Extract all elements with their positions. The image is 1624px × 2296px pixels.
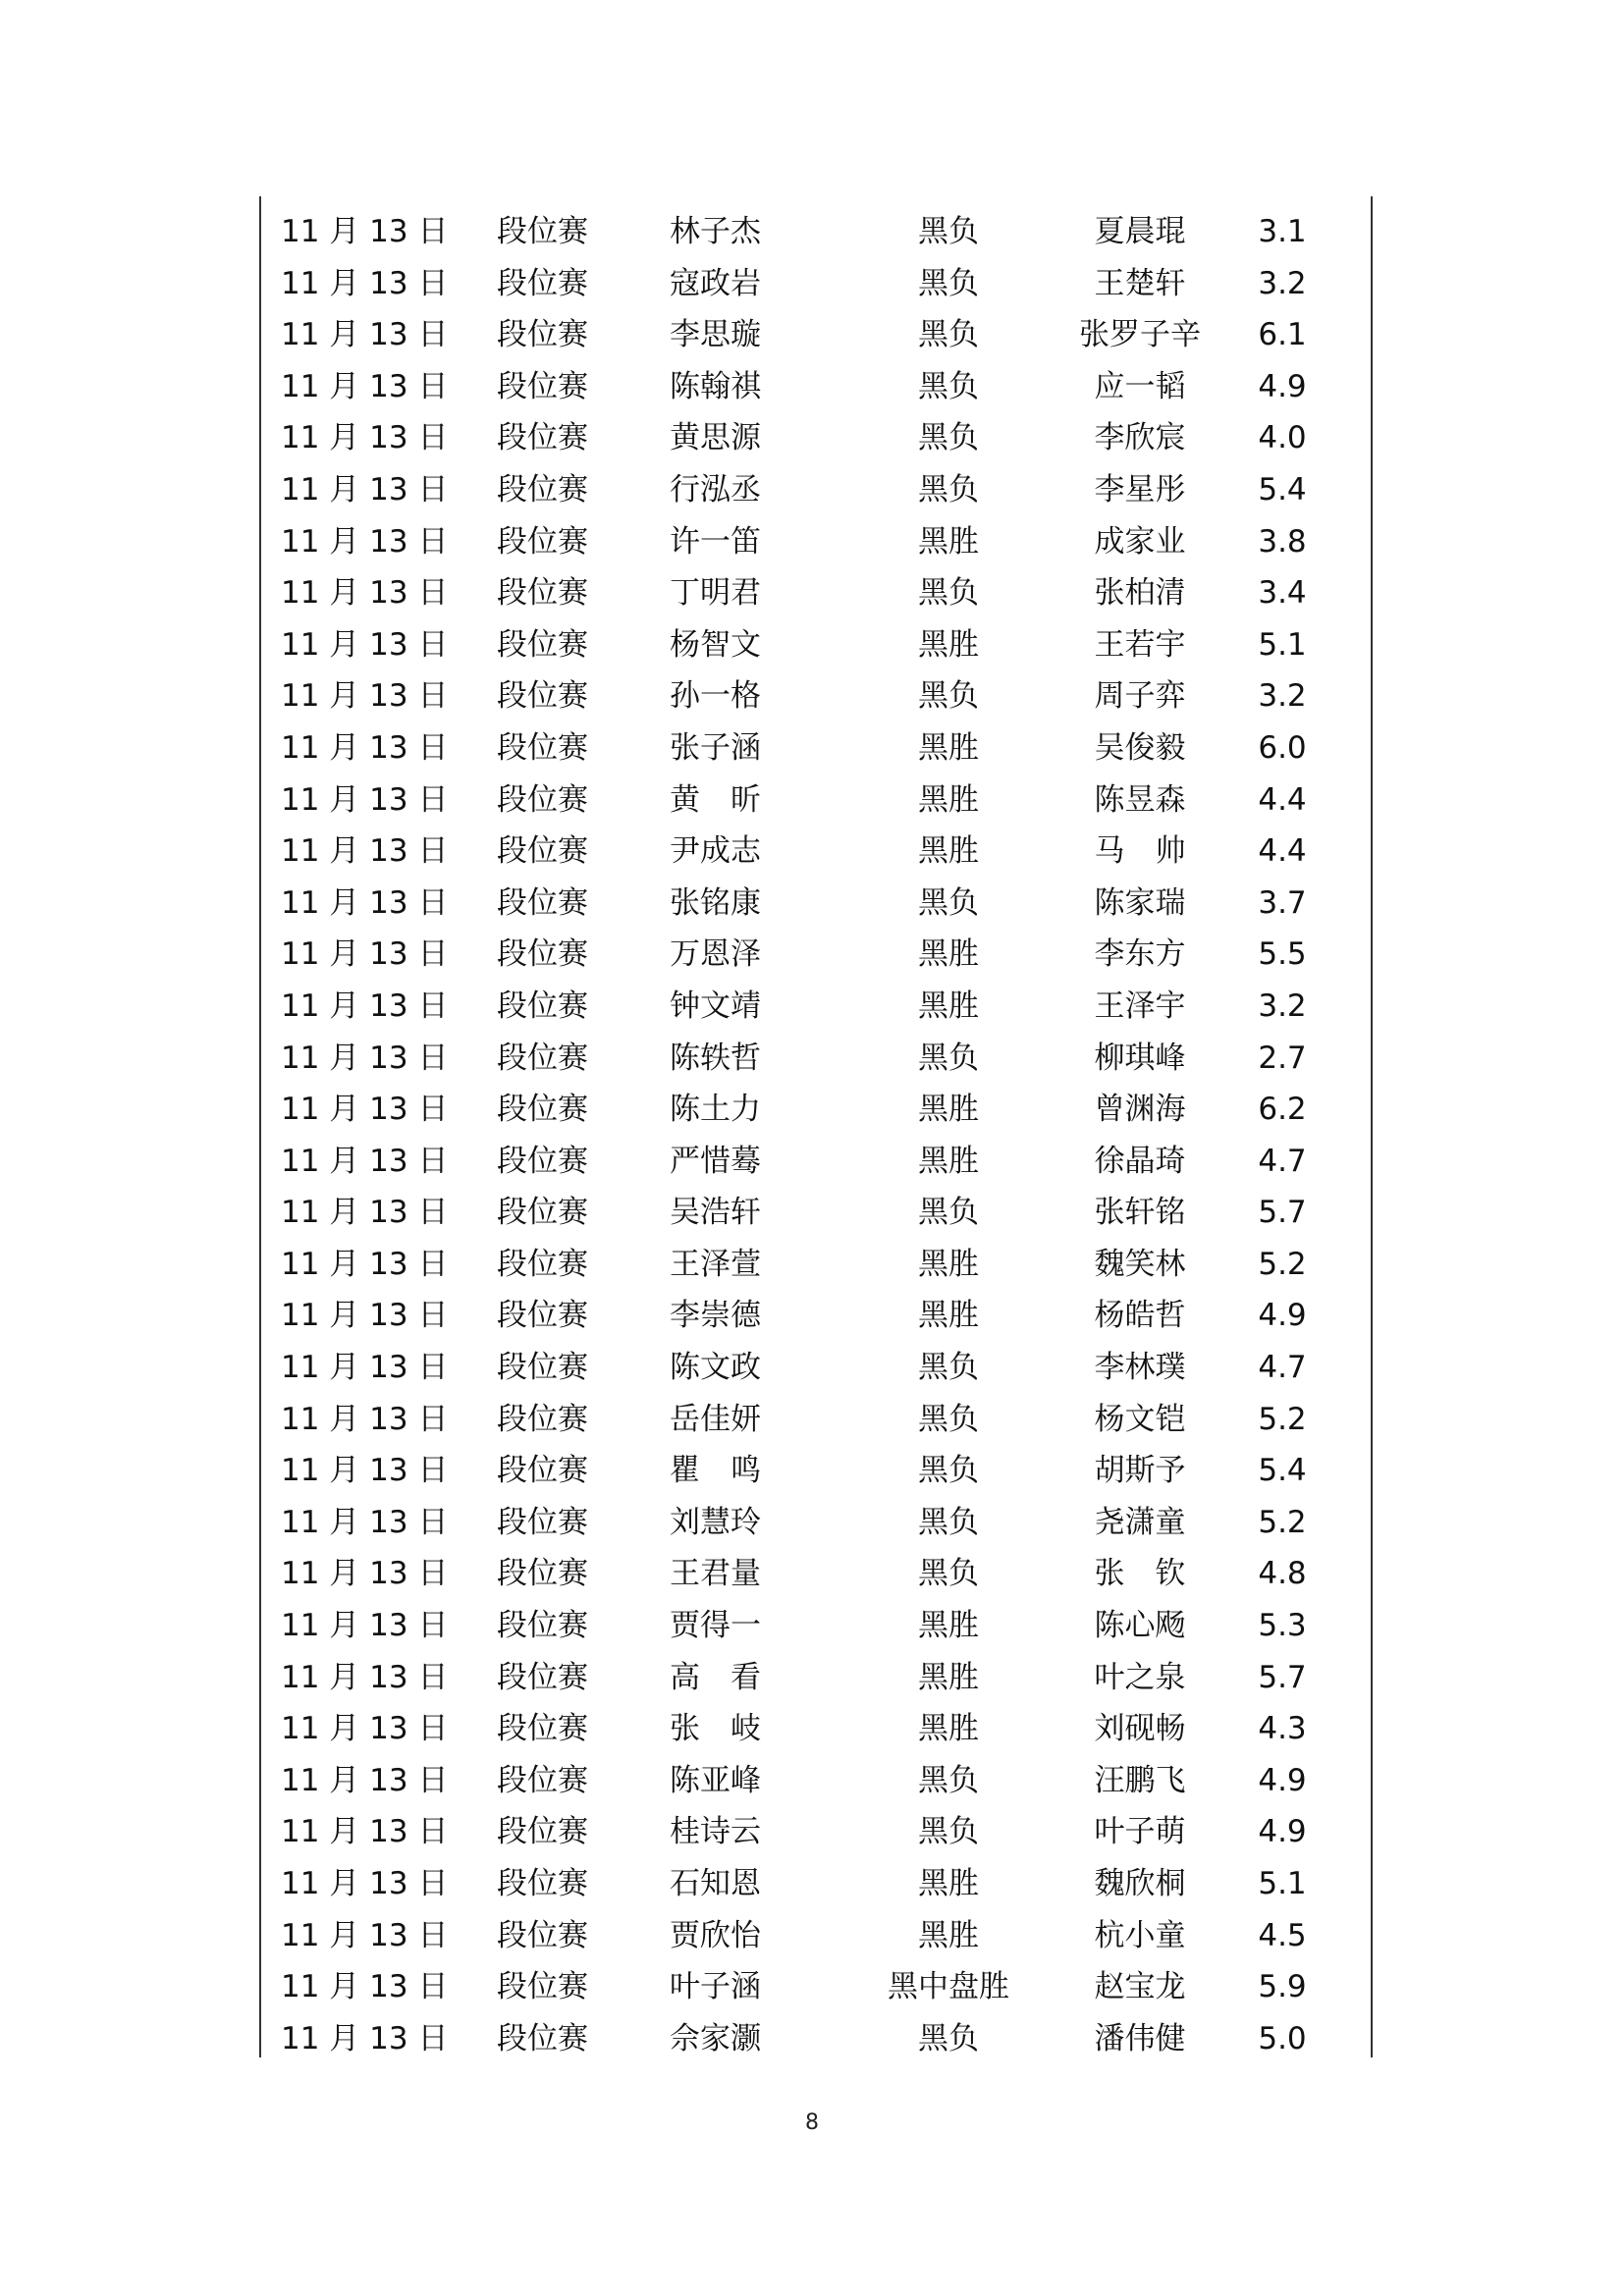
- cell-date: 11 月 13 日: [281, 265, 449, 301]
- cell-black-player: 吴浩轩: [670, 1195, 761, 1231]
- cell-result: 黑胜: [918, 1866, 979, 1901]
- cell-white-player: 张柏清: [1094, 575, 1186, 612]
- cell-black-player: 黄 昕: [670, 781, 761, 818]
- cell-date: 11 月 13 日: [281, 1504, 449, 1540]
- cell-score: 4.4: [1258, 781, 1307, 818]
- cell-white-player: 魏欣桐: [1094, 1866, 1186, 1901]
- cell-white-player: 杨皓哲: [1094, 1298, 1186, 1334]
- cell-date: 11 月 13 日: [281, 1350, 449, 1386]
- cell-match-type: 段位赛: [497, 626, 588, 663]
- cell-match-type: 段位赛: [497, 988, 588, 1024]
- cell-match-type: 段位赛: [497, 317, 588, 353]
- cell-match-type: 段位赛: [497, 575, 588, 612]
- cell-black-player: 李思璇: [670, 317, 761, 353]
- cell-match-type: 段位赛: [497, 1453, 588, 1489]
- cell-result: 黑胜: [918, 936, 979, 973]
- cell-black-player: 刘慧玲: [670, 1504, 761, 1540]
- cell-white-player: 李林璞: [1094, 1350, 1186, 1386]
- cell-result: 黑胜: [918, 988, 979, 1024]
- cell-white-player: 杭小童: [1094, 1917, 1186, 1953]
- cell-date: 11 月 13 日: [281, 1556, 449, 1592]
- cell-date: 11 月 13 日: [281, 678, 449, 715]
- cell-black-player: 丁明君: [670, 575, 761, 612]
- cell-date: 11 月 13 日: [281, 1711, 449, 1747]
- cell-score: 6.1: [1258, 317, 1307, 353]
- cell-date: 11 月 13 日: [281, 936, 449, 973]
- cell-score: 3.2: [1258, 678, 1307, 715]
- cell-date: 11 月 13 日: [281, 420, 449, 456]
- cell-white-player: 马 帅: [1094, 833, 1186, 870]
- cell-white-player: 柳琪峰: [1094, 1040, 1186, 1076]
- table-row: [261, 464, 1371, 516]
- cell-match-type: 段位赛: [497, 1969, 588, 2005]
- cell-match-type: 段位赛: [497, 420, 588, 456]
- table-row: [261, 1961, 1371, 2013]
- cell-result: 黑负: [918, 2020, 979, 2056]
- cell-match-type: 段位赛: [497, 1092, 588, 1128]
- cell-result: 黑负: [918, 1556, 979, 1592]
- table-row: [261, 878, 1371, 930]
- cell-white-player: 王楚轩: [1094, 265, 1186, 301]
- cell-match-type: 段位赛: [497, 1866, 588, 1901]
- cell-black-player: 李崇德: [670, 1298, 761, 1334]
- cell-result: 黑负: [918, 575, 979, 612]
- cell-black-player: 贾欣怡: [670, 1917, 761, 1953]
- cell-white-player: 胡斯予: [1094, 1453, 1186, 1489]
- cell-black-player: 林子杰: [670, 214, 761, 249]
- cell-white-player: 李欣宸: [1094, 420, 1186, 456]
- cell-result: 黑负: [918, 1504, 979, 1540]
- table-row: [261, 1755, 1371, 1807]
- cell-result: 黑负: [918, 214, 979, 249]
- results-table: [259, 196, 1373, 2057]
- cell-white-player: 魏笑林: [1094, 1246, 1186, 1282]
- cell-match-type: 段位赛: [497, 1298, 588, 1334]
- cell-black-player: 陈翰祺: [670, 368, 761, 404]
- cell-result: 黑中盘胜: [888, 1969, 1009, 2005]
- table-row: [261, 1394, 1371, 1446]
- cell-black-player: 陈文政: [670, 1350, 761, 1386]
- cell-match-type: 段位赛: [497, 884, 588, 921]
- cell-date: 11 月 13 日: [281, 1608, 449, 1644]
- cell-date: 11 月 13 日: [281, 1401, 449, 1437]
- cell-white-player: 徐晶琦: [1094, 1143, 1186, 1179]
- cell-score: 4.5: [1258, 1917, 1307, 1953]
- cell-white-player: 陈昱森: [1094, 781, 1186, 818]
- cell-result: 黑负: [918, 471, 979, 507]
- cell-score: 5.0: [1258, 2020, 1307, 2056]
- cell-result: 黑胜: [918, 523, 979, 560]
- cell-white-player: 赵宝龙: [1094, 1969, 1186, 2005]
- cell-score: 4.4: [1258, 833, 1307, 870]
- cell-match-type: 段位赛: [497, 1195, 588, 1231]
- cell-date: 11 月 13 日: [281, 471, 449, 507]
- table-row: [261, 1136, 1371, 1188]
- cell-date: 11 月 13 日: [281, 317, 449, 353]
- cell-score: 3.2: [1258, 265, 1307, 301]
- cell-white-player: 周子弈: [1094, 678, 1186, 715]
- cell-match-type: 段位赛: [497, 1143, 588, 1179]
- table-row: [261, 670, 1371, 722]
- cell-black-player: 王泽萱: [670, 1246, 761, 1282]
- cell-date: 11 月 13 日: [281, 368, 449, 404]
- cell-match-type: 段位赛: [497, 1246, 588, 1282]
- cell-white-player: 汪鹏飞: [1094, 1762, 1186, 1798]
- cell-black-player: 佘家灏: [670, 2020, 761, 2056]
- cell-white-player: 刘砚畅: [1094, 1711, 1186, 1747]
- cell-match-type: 段位赛: [497, 1504, 588, 1540]
- cell-black-player: 尹成志: [670, 833, 761, 870]
- table-row: [261, 1290, 1371, 1342]
- cell-date: 11 月 13 日: [281, 575, 449, 612]
- table-row: [261, 1600, 1371, 1652]
- cell-result: 黑胜: [918, 833, 979, 870]
- cell-black-player: 王君量: [670, 1556, 761, 1592]
- cell-result: 黑负: [918, 1453, 979, 1489]
- cell-score: 4.7: [1258, 1143, 1307, 1179]
- table-row: [261, 1652, 1371, 1704]
- cell-date: 11 月 13 日: [281, 1143, 449, 1179]
- table-row: [261, 516, 1371, 568]
- table-body: [261, 206, 1371, 2064]
- cell-score: 4.9: [1258, 1762, 1307, 1798]
- cell-score: 3.8: [1258, 523, 1307, 560]
- cell-result: 黑负: [918, 1350, 979, 1386]
- cell-white-player: 王若宇: [1094, 626, 1186, 663]
- cell-result: 黑胜: [918, 1298, 979, 1334]
- cell-white-player: 成家业: [1094, 523, 1186, 560]
- cell-black-player: 贾得一: [670, 1608, 761, 1644]
- cell-date: 11 月 13 日: [281, 523, 449, 560]
- cell-match-type: 段位赛: [497, 781, 588, 818]
- cell-match-type: 段位赛: [497, 1711, 588, 1747]
- cell-score: 4.3: [1258, 1711, 1307, 1747]
- cell-black-player: 行泓丞: [670, 471, 761, 507]
- cell-date: 11 月 13 日: [281, 1040, 449, 1076]
- cell-score: 4.8: [1258, 1556, 1307, 1592]
- cell-date: 11 月 13 日: [281, 1659, 449, 1695]
- cell-score: 3.1: [1258, 214, 1307, 249]
- cell-score: 5.2: [1258, 1246, 1307, 1282]
- cell-result: 黑负: [918, 368, 979, 404]
- table-row: [261, 722, 1371, 774]
- cell-match-type: 段位赛: [497, 214, 588, 249]
- cell-white-player: 李星彤: [1094, 471, 1186, 507]
- table-row: [261, 826, 1371, 878]
- table-row: [261, 1187, 1371, 1239]
- table-row: [261, 1033, 1371, 1085]
- cell-result: 黑胜: [918, 626, 979, 663]
- cell-white-player: 叶子萌: [1094, 1814, 1186, 1850]
- cell-score: 5.9: [1258, 1969, 1307, 2005]
- cell-black-player: 黄思源: [670, 420, 761, 456]
- cell-match-type: 段位赛: [497, 833, 588, 870]
- cell-score: 5.1: [1258, 626, 1307, 663]
- cell-match-type: 段位赛: [497, 1659, 588, 1695]
- cell-black-player: 高 看: [670, 1659, 761, 1695]
- table-row: [261, 619, 1371, 671]
- cell-white-player: 杨文铠: [1094, 1401, 1186, 1437]
- cell-score: 3.7: [1258, 884, 1307, 921]
- table-row: [261, 2013, 1371, 2065]
- cell-black-player: 万恩泽: [670, 936, 761, 973]
- cell-white-player: 张 钦: [1094, 1556, 1186, 1592]
- cell-black-player: 石知恩: [670, 1866, 761, 1901]
- cell-score: 5.2: [1258, 1504, 1307, 1540]
- cell-date: 11 月 13 日: [281, 1814, 449, 1850]
- cell-date: 11 月 13 日: [281, 988, 449, 1024]
- table-row: [261, 1858, 1371, 1910]
- cell-black-player: 桂诗云: [670, 1814, 761, 1850]
- cell-black-player: 张 岐: [670, 1711, 761, 1747]
- cell-match-type: 段位赛: [497, 2020, 588, 2056]
- cell-match-type: 段位赛: [497, 1814, 588, 1850]
- cell-match-type: 段位赛: [497, 265, 588, 301]
- cell-date: 11 月 13 日: [281, 884, 449, 921]
- table-row: [261, 1548, 1371, 1600]
- cell-result: 黑负: [918, 1814, 979, 1850]
- cell-black-player: 叶子涵: [670, 1969, 761, 2005]
- cell-result: 黑负: [918, 1040, 979, 1076]
- cell-score: 5.4: [1258, 471, 1307, 507]
- cell-date: 11 月 13 日: [281, 1298, 449, 1334]
- table-row: [261, 1497, 1371, 1549]
- table-row: [261, 929, 1371, 981]
- cell-date: 11 月 13 日: [281, 1969, 449, 2005]
- cell-result: 黑胜: [918, 729, 979, 766]
- cell-match-type: 段位赛: [497, 936, 588, 973]
- cell-result: 黑负: [918, 884, 979, 921]
- cell-black-player: 陈亚峰: [670, 1762, 761, 1798]
- cell-match-type: 段位赛: [497, 678, 588, 715]
- cell-score: 5.7: [1258, 1659, 1307, 1695]
- cell-score: 5.4: [1258, 1453, 1307, 1489]
- cell-date: 11 月 13 日: [281, 781, 449, 818]
- cell-white-player: 陈家瑞: [1094, 884, 1186, 921]
- cell-white-player: 张罗子辛: [1079, 317, 1201, 353]
- cell-result: 黑胜: [918, 1711, 979, 1747]
- cell-result: 黑负: [918, 420, 979, 456]
- cell-score: 5.3: [1258, 1608, 1307, 1644]
- cell-date: 11 月 13 日: [281, 1762, 449, 1798]
- table-row: [261, 567, 1371, 619]
- cell-result: 黑负: [918, 1401, 979, 1437]
- table-row: [261, 206, 1371, 258]
- table-row: [261, 1806, 1371, 1858]
- cell-black-player: 严惜蓦: [670, 1143, 761, 1179]
- cell-score: 6.0: [1258, 729, 1307, 766]
- table-row: [261, 309, 1371, 361]
- cell-score: 5.5: [1258, 936, 1307, 973]
- cell-score: 2.7: [1258, 1040, 1307, 1076]
- cell-match-type: 段位赛: [497, 1040, 588, 1076]
- cell-date: 11 月 13 日: [281, 214, 449, 249]
- cell-match-type: 段位赛: [497, 1350, 588, 1386]
- cell-result: 黑负: [918, 265, 979, 301]
- cell-black-player: 寇政岩: [670, 265, 761, 301]
- table-row: [261, 361, 1371, 413]
- table-row: [261, 412, 1371, 464]
- cell-result: 黑负: [918, 1762, 979, 1798]
- cell-white-player: 潘伟健: [1094, 2020, 1186, 2056]
- cell-date: 11 月 13 日: [281, 2020, 449, 2056]
- cell-match-type: 段位赛: [497, 1762, 588, 1798]
- cell-result: 黑胜: [918, 1143, 979, 1179]
- cell-score: 5.2: [1258, 1401, 1307, 1437]
- cell-date: 11 月 13 日: [281, 1917, 449, 1953]
- table-row: [261, 1703, 1371, 1755]
- cell-match-type: 段位赛: [497, 729, 588, 766]
- cell-date: 11 月 13 日: [281, 626, 449, 663]
- cell-result: 黑胜: [918, 1917, 979, 1953]
- cell-score: 4.9: [1258, 1814, 1307, 1850]
- cell-white-player: 应一韬: [1094, 368, 1186, 404]
- cell-result: 黑胜: [918, 781, 979, 818]
- cell-black-player: 瞿 鸣: [670, 1453, 761, 1489]
- cell-white-player: 叶之泉: [1094, 1659, 1186, 1695]
- cell-date: 11 月 13 日: [281, 1246, 449, 1282]
- cell-black-player: 张子涵: [670, 729, 761, 766]
- cell-score: 4.9: [1258, 1298, 1307, 1334]
- table-row: [261, 1084, 1371, 1136]
- cell-date: 11 月 13 日: [281, 1092, 449, 1128]
- cell-score: 6.2: [1258, 1092, 1307, 1128]
- cell-white-player: 尧潇童: [1094, 1504, 1186, 1540]
- table-row: [261, 258, 1371, 310]
- cell-date: 11 月 13 日: [281, 729, 449, 766]
- cell-white-player: 陈心飏: [1094, 1608, 1186, 1644]
- table-row: [261, 1445, 1371, 1497]
- cell-score: 5.7: [1258, 1195, 1307, 1231]
- cell-score: 3.4: [1258, 575, 1307, 612]
- cell-white-player: 曾渊海: [1094, 1092, 1186, 1128]
- cell-black-player: 张铭康: [670, 884, 761, 921]
- cell-white-player: 王泽宇: [1094, 988, 1186, 1024]
- cell-match-type: 段位赛: [497, 523, 588, 560]
- cell-black-player: 陈轶哲: [670, 1040, 761, 1076]
- cell-white-player: 李东方: [1094, 936, 1186, 973]
- cell-black-player: 许一笛: [670, 523, 761, 560]
- cell-black-player: 钟文靖: [670, 988, 761, 1024]
- cell-result: 黑负: [918, 1195, 979, 1231]
- cell-result: 黑胜: [918, 1608, 979, 1644]
- cell-match-type: 段位赛: [497, 1917, 588, 1953]
- cell-match-type: 段位赛: [497, 1608, 588, 1644]
- cell-match-type: 段位赛: [497, 1556, 588, 1592]
- cell-white-player: 张轩铭: [1094, 1195, 1186, 1231]
- cell-score: 4.7: [1258, 1350, 1307, 1386]
- cell-score: 4.9: [1258, 368, 1307, 404]
- cell-black-player: 岳佳妍: [670, 1401, 761, 1437]
- cell-date: 11 月 13 日: [281, 833, 449, 870]
- cell-black-player: 孙一格: [670, 678, 761, 715]
- table-row: [261, 774, 1371, 827]
- cell-result: 黑负: [918, 317, 979, 353]
- cell-date: 11 月 13 日: [281, 1453, 449, 1489]
- table-row: [261, 1910, 1371, 1962]
- cell-date: 11 月 13 日: [281, 1866, 449, 1901]
- cell-black-player: 杨智文: [670, 626, 761, 663]
- cell-date: 11 月 13 日: [281, 1195, 449, 1231]
- cell-match-type: 段位赛: [497, 368, 588, 404]
- cell-match-type: 段位赛: [497, 471, 588, 507]
- table-row: [261, 1342, 1371, 1394]
- cell-score: 4.0: [1258, 420, 1307, 456]
- cell-score: 5.1: [1258, 1866, 1307, 1901]
- cell-match-type: 段位赛: [497, 1401, 588, 1437]
- cell-result: 黑胜: [918, 1246, 979, 1282]
- cell-white-player: 吴俊毅: [1094, 729, 1186, 766]
- cell-white-player: 夏晨琨: [1094, 214, 1186, 249]
- cell-result: 黑胜: [918, 1092, 979, 1128]
- cell-result: 黑负: [918, 678, 979, 715]
- cell-result: 黑胜: [918, 1659, 979, 1695]
- cell-score: 3.2: [1258, 988, 1307, 1024]
- table-row: [261, 981, 1371, 1033]
- cell-black-player: 陈土力: [670, 1092, 761, 1128]
- page-number: 8: [805, 2110, 819, 2135]
- table-row: [261, 1239, 1371, 1291]
